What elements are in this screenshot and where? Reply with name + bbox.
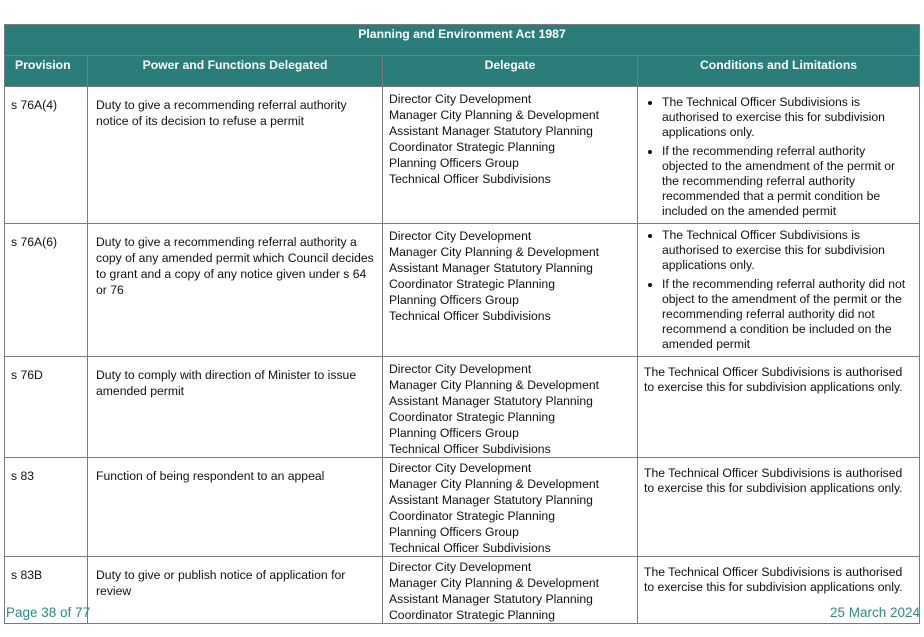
table-row (5, 357, 920, 458)
table-row (5, 557, 920, 624)
header-conditions: Conditions and Limitations (638, 56, 920, 87)
power-cell: Duty to comply with direction of Minister to issue amended permit (88, 357, 383, 458)
table-row (5, 458, 920, 557)
delegate-item: Coordinator Strategic Planning (389, 140, 555, 154)
delegate-cell (383, 357, 638, 458)
provision-cell: s 83 (5, 458, 88, 557)
power-cell: Duty to give a recommending referral authority a copy of any amended permit which Council decides to grant and a copy of any notice given under s 64 or 76 (88, 224, 383, 357)
condition-bullet: • The Technical Officer Subdivisions is authorised to exercise this for subdivision applications only. (662, 95, 913, 140)
delegate-item: Assistant Manager Statutory Planning (389, 124, 593, 138)
power-cell: Function of being respondent to an appeal (88, 458, 383, 557)
delegate-item: Assistant Manager Statutory Planning (389, 592, 593, 606)
delegate-item: Assistant Manager Statutory Planning (389, 493, 593, 507)
delegate-item: Manager City Planning & Development (389, 108, 600, 122)
delegate-item: Director City Development (389, 560, 532, 574)
delegate-item: Assistant Manager Statutory Planning (389, 394, 593, 408)
condition-text: The Technical Officer Subdivisions is authorised to exercise this for subdivision applications only. (644, 565, 903, 594)
delegate-item: Coordinator Strategic Planning (389, 410, 555, 424)
delegate-item: Planning Officers Group (389, 293, 519, 307)
provision-cell: s 76A(4) (5, 87, 88, 224)
header-power: Power and Functions Delegated (88, 56, 383, 87)
delegate-item: Coordinator Strategic Planning (389, 608, 555, 622)
power-cell: Duty to give a recommending referral authority notice of its decision to refuse a permit (88, 87, 383, 224)
provision-cell: s 76A(6) (5, 224, 88, 357)
delegate-item: Assistant Manager Statutory Planning (389, 261, 593, 275)
delegation-table (4, 24, 920, 624)
conditions-cell (638, 357, 920, 458)
delegate-item: Manager City Planning & Development (389, 245, 600, 259)
delegate-item: Planning Officers Group (389, 525, 519, 539)
delegate-item: Manager City Planning & Development (389, 477, 600, 491)
delegate-cell (383, 224, 638, 357)
condition-text: The Technical Officer Subdivisions is authorised to exercise this for subdivision applications only. (644, 365, 903, 394)
delegate-item: Planning Officers Group (389, 426, 519, 440)
page-number: Page 38 of 77 (6, 605, 91, 620)
header-delegate: Delegate (383, 56, 638, 87)
table-row (5, 224, 920, 357)
conditions-cell (638, 87, 920, 224)
table-row (5, 87, 920, 224)
act-title: Planning and Environment Act 1987 (5, 25, 920, 56)
conditions-cell (638, 458, 920, 557)
delegate-item: Manager City Planning & Development (389, 378, 600, 392)
delegate-item: Technical Officer Subdivisions (389, 172, 551, 186)
delegate-item: Technical Officer Subdivisions (389, 442, 551, 456)
condition-bullet: • If the recommending referral authority objected to the amendment of the permit or the recommending referral authority recommended that a permit condition be included on the amended permit (662, 144, 913, 219)
act-title-row (5, 25, 920, 56)
delegate-cell (383, 557, 638, 624)
condition-bullet: • The Technical Officer Subdivisions is authorised to exercise this for subdivision applications only. (662, 228, 913, 273)
header-provision: Provision (5, 56, 88, 87)
delegate-item: Director City Development (389, 461, 532, 475)
power-cell: Duty to give or publish notice of application for review (88, 557, 383, 624)
column-header-row (5, 56, 920, 87)
delegate-item: Coordinator Strategic Planning (389, 277, 555, 291)
provision-cell: s 76D (5, 357, 88, 458)
delegate-item: Director City Development (389, 92, 532, 106)
condition-bullet: • If the recommending referral authority did not object to the amendment of the permit or the recommending referral authority did not recommend a condition be included on the amended permit (662, 277, 913, 352)
delegate-item: Technical Officer Subdivisions (389, 541, 551, 555)
delegate-cell (383, 458, 638, 557)
delegate-item: Coordinator Strategic Planning (389, 509, 555, 523)
delegate-cell (383, 87, 638, 224)
delegate-item: Manager City Planning & Development (389, 576, 600, 590)
delegate-item: Director City Development (389, 229, 532, 243)
delegate-item: Planning Officers Group (389, 156, 519, 170)
provision-cell: s 83B (5, 557, 88, 624)
condition-text: The Technical Officer Subdivisions is authorised to exercise this for subdivision applications only. (644, 466, 903, 495)
conditions-cell (638, 224, 920, 357)
delegate-item: Technical Officer Subdivisions (389, 309, 551, 323)
document-date: 25 March 2024 (829, 605, 920, 620)
delegate-item: Director City Development (389, 362, 532, 376)
